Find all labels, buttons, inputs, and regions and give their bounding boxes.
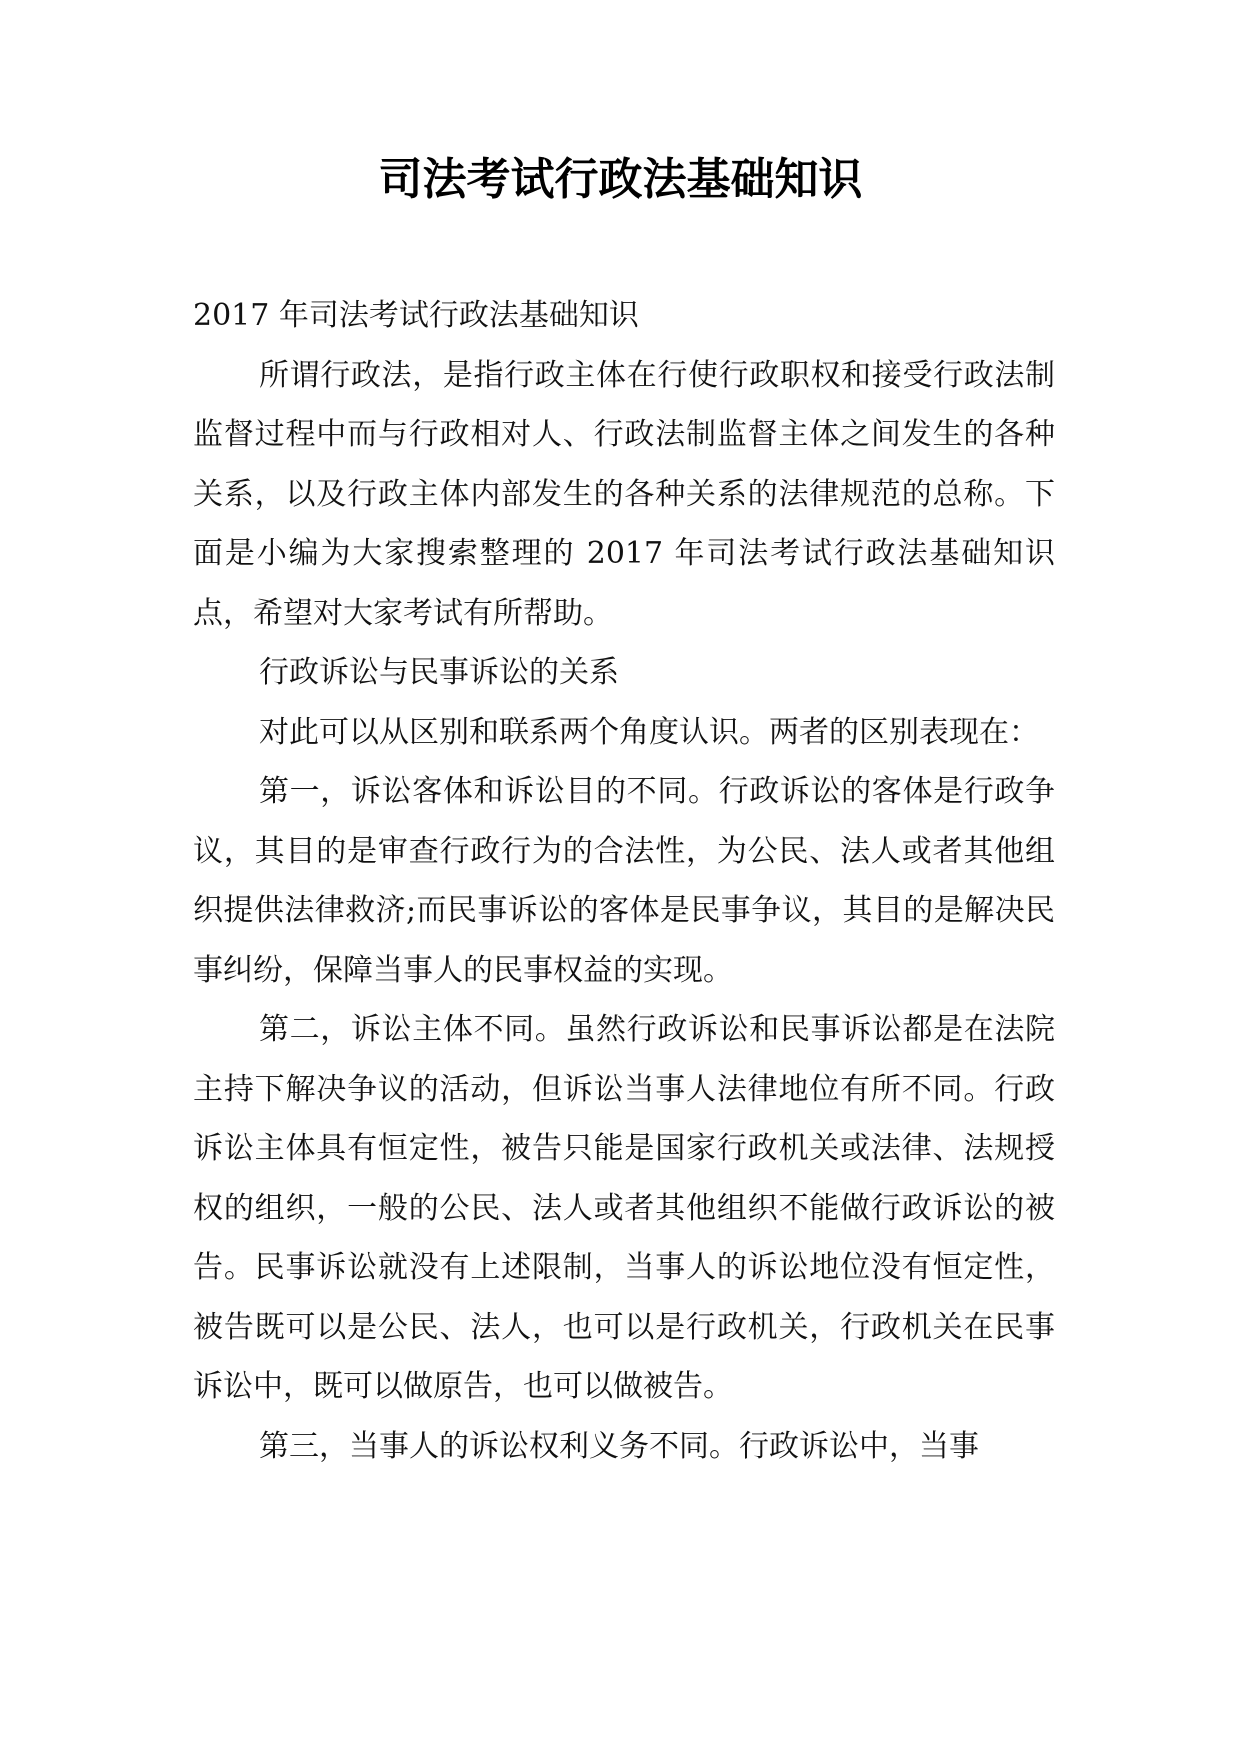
- document-body: [193, 286, 1055, 1476]
- section-heading: 行政诉讼与民事诉讼的关系: [259, 655, 619, 690]
- paragraph-third: 第三，当事人的诉讼权利义务不同。行政诉讼中，当事: [259, 1428, 979, 1464]
- document-title: 司法考试行政法基础知识: [378, 154, 863, 205]
- paragraph-distinction: 对此可以从区别和联系两个角度认识。两者的区别表现在：: [259, 714, 1039, 750]
- paragraph-intro: 所谓行政法，是指行政主体在行使行政职权和接受行政法制监督过程中而与行政相对人、行政法制监督主体之间发生的各种关系，以及行政主体内部发生的各种关系的法律规范的总称。下面是小编为大家搜索整理的 2017 年司法考试行政法基础知识点，希望对大家考试有所帮助。: [193, 357, 1055, 631]
- paragraph-first: 第一，诉讼客体和诉讼目的不同。行政诉讼的客体是行政争议，其目的是审查行政行为的合法性，为公民、法人或者其他组织提供法律救济;而民事诉讼的客体是民事争议，其目的是解决民事纠纷，保障当事人的民事权益的实现。: [193, 774, 1055, 988]
- document-subtitle: 2017 年司法考试行政法基础知识: [193, 298, 639, 333]
- paragraph-second: 第二，诉讼主体不同。虽然行政诉讼和民事诉讼都是在法院主持下解决争议的活动，但诉讼当事人法律地位有所不同。行政诉讼主体具有恒定性，被告只能是国家行政机关或法律、法规授权的组织，一般的公民、法人或者其他组织不能做行政诉讼的被告。民事诉讼就没有上述限制，当事人的诉讼地位没有恒定性，被告既可以是公民、法人，也可以是行政机关，行政机关在民事诉讼中，既可以做原告，也可以做被告。: [193, 1012, 1055, 1404]
